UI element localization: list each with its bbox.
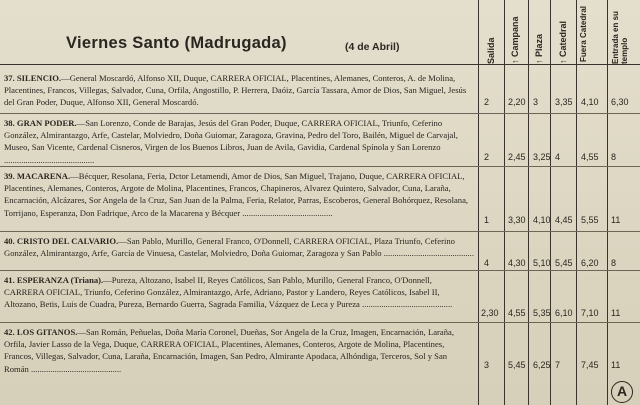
entry-41 — [4, 274, 474, 311]
time-plaza: 5,10 — [533, 258, 551, 268]
column-divider — [550, 0, 551, 405]
col-campana-header: ↑ Campana — [510, 16, 520, 64]
entry-number: 41. — [4, 275, 15, 285]
time-plaza: 3,25 — [533, 152, 551, 162]
column-divider — [478, 0, 479, 405]
entry-route: —San Lorenzo, Conde de Barajas, Jesús del Gran Poder, Duque, CARRERA OFICIAL, Triunfo, Ceferino González, Almirantazgo, Arfe, Castelar, Molviedro, Doña Guiomar, Zaragoza, Gravina, Pedro del Toro, Bailén, Miguel de Carvajal, Museo, San Vicente, Cardenal Cisneros, Virgen de los Buenos Libros, Juan de Avila, Gavidia, Cardenal Spínola y San Lorenzo .......................................... — [4, 118, 458, 165]
entry-route: —San Pablo, Murillo, General Franco, O'Donnell, CARRERA OFICIAL, Plaza Triunfo, Ceferino González, Almirantazgo, Arfe, García de Vinuesa, Castelar, Molviedro, Doña Guiomar, Zaragoza y San Pablo .......................................... — [4, 236, 474, 259]
col-plaza-header: ↑ Plaza — [534, 33, 544, 64]
time-plaza: 6,25 — [533, 360, 551, 370]
time-campana: 4,55 — [508, 308, 526, 318]
entry-route: —Pureza, Altozano, Isabel II, Reyes Católicos, San Pablo, Murillo, General Franco, O'Donnell, CARRERA OFICIAL, Triunfo, Ceferino González, Almirantazgo, Arfe, Adriano, Pastor y Landero, Reyes Católicos, Isabel II, Altozano, Betis, Luis de Cuadra, Pureza, Bernardo Guerra, Sagrada Familia, Vázquez de Leca y Pureza .......................................... — [4, 275, 453, 310]
column-divider — [504, 0, 505, 405]
time-catedral: 5,45 — [555, 258, 573, 268]
entry-name: CRISTO DEL CALVARIO. — [16, 236, 119, 246]
entry-number: 38. — [4, 118, 15, 128]
entry-37 — [4, 72, 474, 109]
time-campana: 2,45 — [508, 152, 526, 162]
time-catedral: 7 — [555, 360, 561, 370]
time-salida: 3 — [484, 360, 490, 370]
entry-route: —General Moscardó, Alfonso XII, Duque, CARRERA OFICIAL, Placentines, Alemanes, Conteros, A. de Molina, Placentines, Francos, Villegas, Salvador, Cuna, Orfila, Angostillo, P. Herrera, Daóiz, García Tassara, Amor de Dios, San Miguel, Jesús del Gran Poder, Duque, Alfonso XII, General Moscardó. — [4, 73, 467, 108]
col-fuera-header: Fuera Catedral — [579, 5, 588, 62]
entry-number: 40. — [4, 236, 15, 246]
row-separator — [0, 231, 640, 232]
entry-name: MACARENA. — [16, 171, 71, 181]
column-divider — [576, 0, 577, 405]
time-salida: 2 — [484, 152, 490, 162]
page-title: Viernes Santo (Madrugada) — [66, 34, 287, 52]
time-plaza: 3 — [533, 97, 539, 107]
entry-name: LOS GITANOS. — [16, 327, 78, 337]
row-separator — [0, 322, 640, 323]
time-fuera: 4,55 — [581, 152, 599, 162]
time-campana: 5,45 — [508, 360, 526, 370]
entry-route: —San Román, Peñuelas, Doña María Coronel, Dueñas, Sor Angela de la Cruz, Imagen, Encarnación, Laraña, Orfila, Javier Lasso de la Vega, Duque, CARRERA OFICIAL, Placentines, Alemanes, Conteros, Argote de Molina, Placentines, Francos, Villegas, Salvador, Cuna, Laraña, Encarnación, Imagen, San Pedro, Almirante Apodaca, Alhóndiga, Terceros, Sol y San Román .......................................... — [4, 327, 454, 374]
time-catedral: 4,45 — [555, 215, 573, 225]
time-salida: 2 — [484, 97, 490, 107]
time-fuera: 5,55 — [581, 215, 599, 225]
entry-42 — [4, 326, 474, 375]
time-catedral: 3,35 — [555, 97, 573, 107]
col-catedral-header: ↑ Catedral — [558, 20, 568, 64]
time-entrada: 11 — [611, 215, 621, 225]
time-plaza: 4,10 — [533, 215, 551, 225]
time-entrada: 6,30 — [611, 97, 629, 107]
col-entrada-header: Entrada en su templo — [611, 11, 629, 64]
time-entrada: 11 — [611, 308, 621, 318]
time-fuera: 7,10 — [581, 308, 599, 318]
entry-39 — [4, 170, 474, 219]
entry-number: 37. — [4, 73, 15, 83]
time-catedral: 4 — [555, 152, 561, 162]
time-campana: 4,30 — [508, 258, 526, 268]
entry-name: SILENCIO. — [16, 73, 62, 83]
watermark-logo-icon: A — [611, 381, 633, 403]
entry-name: ESPERANZA (Triana). — [16, 275, 104, 285]
time-salida: 2,30 — [481, 308, 499, 318]
row-separator — [0, 166, 640, 167]
entry-name: GRAN PODER. — [16, 118, 77, 128]
col-salida-header: Salida — [486, 37, 496, 64]
header-rule — [0, 64, 640, 65]
time-campana: 2,20 — [508, 97, 526, 107]
entry-number: 42. — [4, 327, 15, 337]
time-fuera: 4,10 — [581, 97, 599, 107]
row-separator — [0, 113, 640, 114]
time-salida: 4 — [484, 258, 490, 268]
row-separator — [0, 270, 640, 271]
page-date: (4 de Abril) — [345, 41, 400, 53]
time-fuera: 7,45 — [581, 360, 599, 370]
time-entrada: 11 — [611, 360, 621, 370]
time-fuera: 6,20 — [581, 258, 599, 268]
time-salida: 1 — [484, 215, 490, 225]
entry-40 — [4, 235, 474, 259]
time-plaza: 5,35 — [533, 308, 551, 318]
column-divider — [607, 0, 608, 405]
time-campana: 3,30 — [508, 215, 526, 225]
time-entrada: 8 — [611, 258, 617, 268]
entry-38 — [4, 117, 474, 166]
time-entrada: 8 — [611, 152, 617, 162]
entry-route: —Bécquer, Resolana, Feria, Dctor Letamendi, Amor de Dios, San Miguel, Trajano, Duque, CARRERA OFICIAL, Placentines, Alemanes, Conteros, Argote de Molina, Placentines, Francos, Chapineros, Alvarez Quintero, Salvador, Cuna, Laraña, Encarnación, Alcázares, Sor Angela de la Cruz, San Juan de la Palma, Feria, Relator, Parras, Escoberos, General Bohórquez, Resolana, Torrijano, Esperanza, Don Fadrique, Arco de la Macarena y Bécquer .......................................... — [4, 171, 469, 218]
entry-number: 39. — [4, 171, 15, 181]
column-divider — [528, 0, 529, 405]
time-catedral: 6,10 — [555, 308, 573, 318]
